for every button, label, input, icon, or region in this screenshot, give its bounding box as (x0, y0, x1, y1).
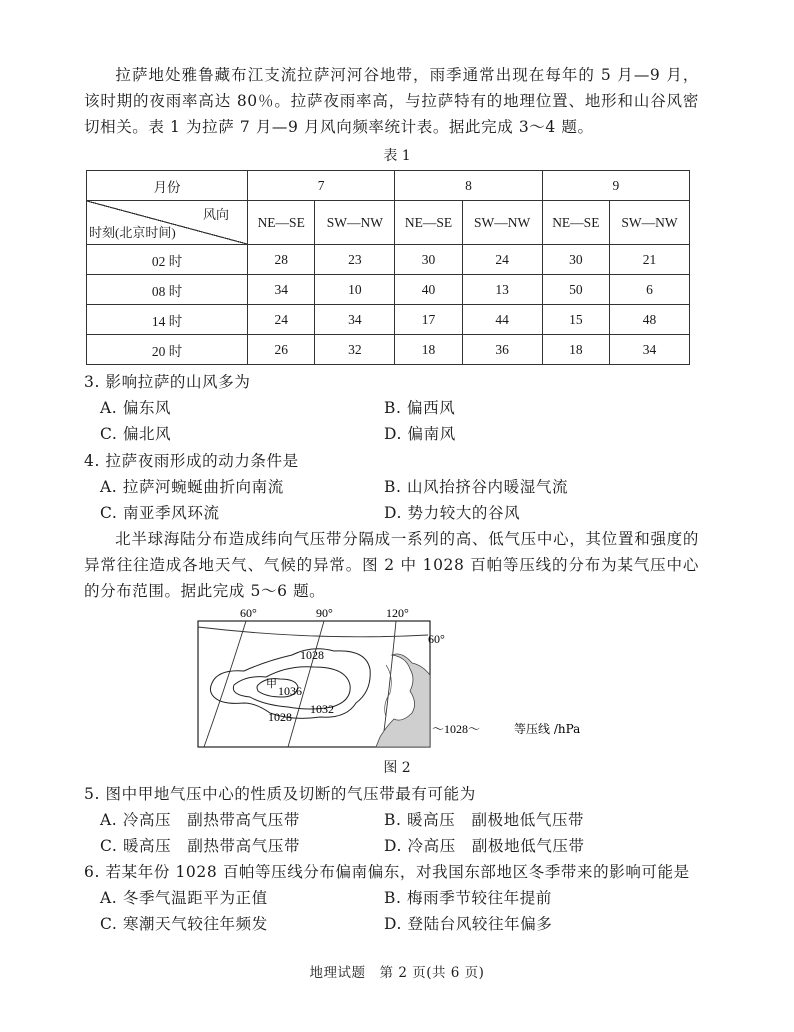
value-cell: 18 (542, 335, 609, 365)
value-cell: 23 (315, 245, 395, 275)
value-cell: 34 (610, 335, 690, 365)
table-caption: 表 1 (383, 148, 411, 164)
value-cell: 15 (542, 305, 609, 335)
value-cell: 40 (395, 275, 462, 305)
legend-isobar-symbol: ～1028～ (432, 722, 481, 736)
q5-option-a: A. 冷高压 副热带高气压带 (100, 811, 300, 829)
value-cell: 13 (462, 275, 542, 305)
lat-60-label: 60° (428, 632, 445, 646)
q3-option-a: A. 偏东风 (100, 399, 172, 417)
figure-caption: 图 2 (383, 760, 411, 776)
value-cell: 30 (542, 245, 609, 275)
value-cell: 26 (248, 335, 315, 365)
direction-cell: SW—NW (315, 201, 395, 245)
value-cell: 6 (610, 275, 690, 305)
direction-cell: SW—NW (462, 201, 542, 245)
question-4-stem: 4. 拉萨夜雨形成的动力条件是 (84, 452, 299, 470)
page-footer: 地理试题 第 2 页(共 6 页) (309, 965, 485, 981)
time-cell: 14 时 (87, 305, 248, 335)
direction-cell: NE—SE (542, 201, 609, 245)
table-row (87, 335, 690, 365)
q5-option-d: D. 冷高压 副极地低气压带 (384, 837, 585, 855)
table-row (87, 201, 690, 245)
table-row (87, 171, 690, 201)
direction-cell: NE—SE (395, 201, 462, 245)
value-cell: 30 (395, 245, 462, 275)
lon-60-label: 60° (240, 606, 257, 620)
value-cell: 24 (462, 245, 542, 275)
value-cell: 10 (315, 275, 395, 305)
value-cell: 36 (462, 335, 542, 365)
q5-option-b: B. 暖高压 副极地低气压带 (384, 811, 585, 829)
question-3-stem: 3. 影响拉萨的山风多为 (84, 373, 251, 391)
question-5-stem: 5. 图中甲地气压中心的性质及切断的气压带最有可能为 (84, 785, 476, 803)
intro-paragraph-1: 拉萨地处雅鲁藏布江支流拉萨河河谷地带，雨季通常出现在每年的 5 月—9 月，该时期的夜雨率高达 80％。拉萨夜雨率高，与拉萨特有的地理位置、地形和山谷风密切相关。表 1 为拉萨 7 月—9 月风向频率统计表。据此完成 3～4 题。 (84, 66, 699, 136)
q6-option-a: A. 冬季气温距平为正值 (100, 889, 268, 907)
value-cell: 17 (395, 305, 462, 335)
month-cell: 7 (248, 171, 395, 201)
lon-90-label: 90° (316, 606, 333, 620)
month-cell: 8 (395, 171, 542, 201)
center-jia-label: 甲 (266, 677, 277, 690)
q5-option-c: C. 暖高压 副热带高气压带 (100, 837, 301, 855)
value-cell: 50 (542, 275, 609, 305)
q4-option-a: A. 拉萨河蜿蜒曲折向南流 (100, 478, 284, 496)
wind-frequency-table (86, 170, 690, 365)
q6-option-b: B. 梅雨季节较往年提前 (384, 889, 552, 907)
time-cell: 20 时 (87, 335, 248, 365)
direction-cell: SW—NW (610, 201, 690, 245)
wind-direction-label: 风向 (202, 207, 229, 222)
time-cell: 02 时 (87, 245, 248, 275)
q3-option-d: D. 偏南风 (384, 425, 456, 443)
isobar-label-1028-top: 1028 (300, 648, 324, 662)
time-cell: 08 时 (87, 275, 248, 305)
value-cell: 34 (248, 275, 315, 305)
table-row (87, 245, 690, 275)
q4-option-d: D. 势力较大的谷风 (384, 504, 521, 522)
value-cell: 32 (315, 335, 395, 365)
direction-cell: NE—SE (248, 201, 315, 245)
value-cell: 24 (248, 305, 315, 335)
isobar-label-1028-bottom: 1028 (268, 710, 292, 724)
value-cell: 21 (610, 245, 690, 275)
q6-option-c: C. 寒潮天气较往年频发 (100, 915, 268, 933)
q6-option-d: D. 登陆台风较往年偏多 (384, 915, 553, 933)
table-row (87, 305, 690, 335)
q4-option-b: B. 山风抬挤谷内暖湿气流 (384, 478, 569, 496)
table-row (87, 275, 690, 305)
value-cell: 44 (462, 305, 542, 335)
pressure-map-figure (196, 605, 596, 750)
isobar-label-1036: 1036 (278, 684, 302, 698)
q3-option-b: B. 偏西风 (384, 399, 456, 417)
q3-option-c: C. 偏北风 (100, 425, 172, 443)
value-cell: 18 (395, 335, 462, 365)
question-6-stem: 6. 若某年份 1028 百帕等压线分布偏南偏东，对我国东部地区冬季带来的影响可能是 (84, 863, 690, 881)
legend-isobar-text: 等压线 /hPa (514, 722, 581, 736)
diagonal-header-cell (87, 201, 248, 245)
isobar-label-1032: 1032 (310, 702, 334, 716)
month-header: 月份 (87, 171, 248, 201)
time-label: 时刻(北京时间) (89, 225, 176, 240)
value-cell: 34 (315, 305, 395, 335)
lon-120-label: 120° (386, 606, 409, 620)
month-cell: 9 (542, 171, 689, 201)
value-cell: 28 (248, 245, 315, 275)
intro-paragraph-2: 北半球海陆分布造成纬向气压带分隔成一系列的高、低气压中心，其位置和强度的异常往往造成各地天气、气候的异常。图 2 中 1028 百帕等压线的分布为某气压中心的分布范围。据此完成 5～6 题。 (84, 530, 699, 600)
value-cell: 48 (610, 305, 690, 335)
q4-option-c: C. 南亚季风环流 (100, 504, 220, 522)
